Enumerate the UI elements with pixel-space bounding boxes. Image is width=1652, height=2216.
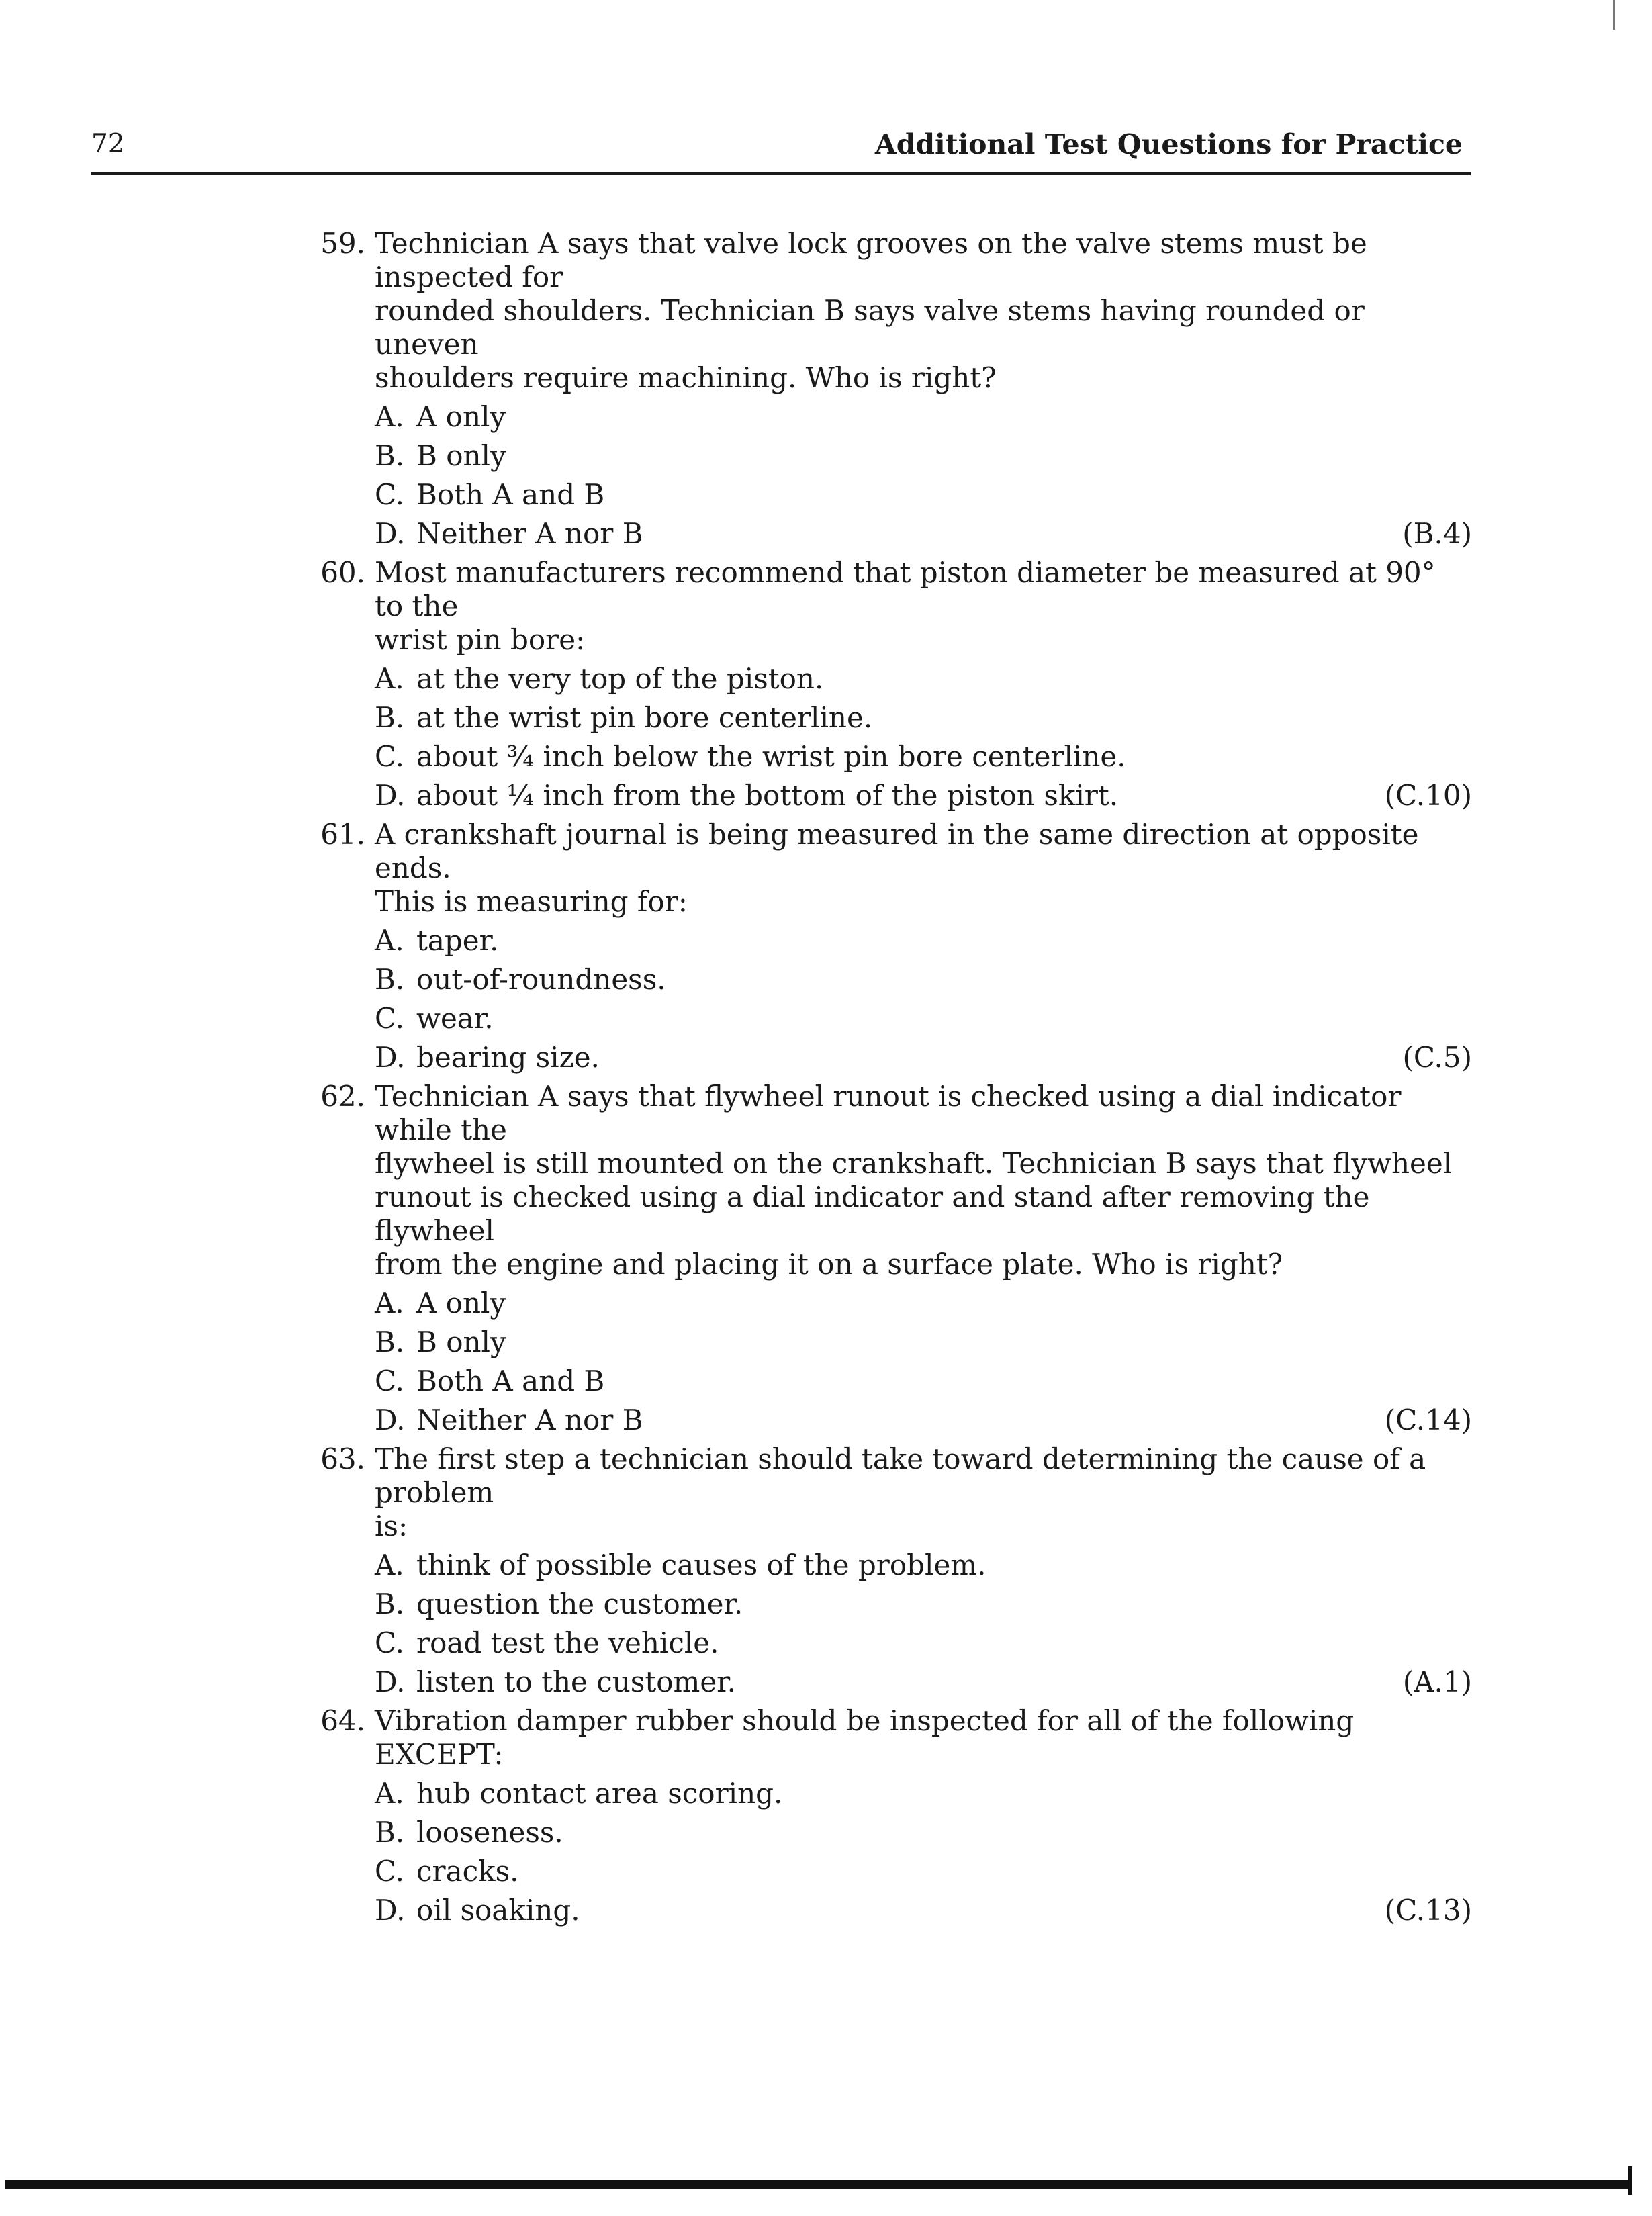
answer-options [309,400,1472,551]
question-stem [309,227,1472,395]
option-text: about ¼ inch from the bottom of the piston skirt. [416,779,1119,812]
task-reference: (C.5) [1402,1041,1472,1074]
answer-option [375,924,1472,958]
option-letter: D. [375,1403,406,1436]
question-number: 61. [320,818,365,851]
task-reference: (C.13) [1384,1894,1472,1927]
option-letter: B. [375,439,405,472]
option-text: question the customer. [416,1587,743,1620]
answer-option [375,779,1472,813]
question-item [309,556,1472,813]
option-letter: A. [375,662,404,695]
question-stem-line: This is measuring for: [375,885,688,918]
question-stem-line: wrist pin bore: [375,623,586,656]
option-text: about ¾ inch below the wrist pin bore centerline. [416,740,1126,773]
option-text: B only [416,439,506,472]
page-number: 72 [91,129,125,159]
option-letter: A. [375,1549,404,1581]
scan-edge-mark [1613,0,1615,30]
question-item [309,1080,1472,1437]
option-letter: A. [375,400,404,433]
task-reference: (C.10) [1384,779,1472,812]
answer-option [375,963,1472,997]
option-letter: A. [375,924,404,957]
footer-rule-end [1628,2166,1632,2195]
option-text: road test the vehicle. [416,1626,719,1659]
answer-options [309,1777,1472,1927]
question-stem-line: Vibration damper rubber should be inspected for all of the following EXCEPT: [375,1704,1355,1771]
question-number: 63. [320,1442,365,1475]
option-text: A only [416,1287,506,1320]
answer-options [309,1287,1472,1437]
option-letter: B. [375,1326,405,1358]
option-letter: C. [375,1365,404,1397]
question-item [309,1442,1472,1699]
answer-options [309,924,1472,1074]
question-stem-line: A crankshaft journal is being measured in the same direction at opposite ends. [375,818,1419,884]
option-text: cracks. [416,1855,519,1888]
question-stem [309,1704,1472,1771]
question-stem [309,1080,1472,1281]
option-text: hub contact area scoring. [416,1777,783,1810]
answer-option [375,1777,1472,1810]
answer-option [375,1894,1472,1927]
answer-option [375,701,1472,735]
question-stem-line: runout is checked using a dial indicator and stand after removing the flywheel [375,1181,1370,1247]
option-text: B only [416,1326,506,1358]
option-text: think of possible causes of the problem. [416,1549,986,1581]
question-item [309,227,1472,551]
answer-option [375,1626,1472,1660]
task-reference: (A.1) [1402,1665,1472,1698]
answer-option [375,517,1472,551]
question-stem-line: is: [375,1510,408,1542]
answer-options [309,1549,1472,1699]
option-text: Both A and B [416,478,605,511]
option-text: Neither A nor B [416,1403,643,1436]
option-text: listen to the customer. [416,1665,736,1698]
option-letter: D. [375,1041,406,1074]
answer-option [375,1549,1472,1582]
question-stem [309,556,1472,657]
question-stem-line: The first step a technician should take toward determining the cause of a problem [375,1442,1426,1509]
task-reference: (B.4) [1402,517,1472,550]
question-stem-line: shoulders require machining. Who is right? [375,361,997,394]
answer-option [375,662,1472,696]
question-item [309,818,1472,1074]
option-text: at the wrist pin bore centerline. [416,701,873,734]
option-text: at the very top of the piston. [416,662,824,695]
question-number: 60. [320,556,365,589]
question-stem-line: Most manufacturers recommend that piston diameter be measured at 90° to the [375,556,1436,622]
question-item [309,1704,1472,1927]
question-number: 64. [320,1704,365,1737]
option-text: A only [416,400,506,433]
answer-option [375,1855,1472,1888]
option-letter: A. [375,1777,404,1810]
option-text: Both A and B [416,1365,605,1397]
answer-options [309,662,1472,813]
option-text: bearing size. [416,1041,600,1074]
option-letter: D. [375,517,406,550]
answer-option [375,1365,1472,1398]
option-text: Neither A nor B [416,517,643,550]
question-stem-line: Technician A says that flywheel runout is checked using a dial indicator while the [375,1080,1402,1146]
answer-option [375,1665,1472,1699]
answer-option [375,1326,1472,1359]
option-text: taper. [416,924,499,957]
question-stem-line: rounded shoulders. Technician B says valve stems having rounded or uneven [375,294,1365,361]
option-letter: B. [375,963,405,996]
option-letter: C. [375,1002,404,1035]
option-letter: A. [375,1287,404,1320]
option-letter: D. [375,1665,406,1698]
option-letter: C. [375,1626,404,1659]
option-letter: C. [375,478,404,511]
footer-rule [5,2180,1631,2189]
question-stem-line: from the engine and placing it on a surface plate. Who is right? [375,1248,1283,1281]
answer-option [375,740,1472,774]
option-text: looseness. [416,1816,563,1849]
option-text: out-of-roundness. [416,963,666,996]
answer-option [375,1041,1472,1074]
option-letter: C. [375,1855,404,1888]
option-letter: B. [375,1587,405,1620]
answer-option [375,439,1472,473]
answer-option [375,478,1472,512]
question-number: 62. [320,1080,365,1113]
option-letter: D. [375,1894,406,1927]
answer-option [375,1002,1472,1035]
question-stem [309,1442,1472,1543]
task-reference: (C.14) [1384,1403,1472,1436]
option-letter: B. [375,1816,405,1849]
answer-option [375,400,1472,434]
option-letter: C. [375,740,404,773]
answer-option [375,1403,1472,1437]
question-stem-line: Technician A says that valve lock grooves on the valve stems must be inspected for [375,227,1367,293]
answer-option [375,1587,1472,1621]
question-list [309,227,1472,1933]
question-stem [309,818,1472,919]
header-rule [91,172,1471,175]
option-letter: D. [375,779,406,812]
option-letter: B. [375,701,405,734]
answer-option [375,1816,1472,1849]
question-number: 59. [320,227,365,260]
running-title: Additional Test Questions for Practice [874,128,1463,160]
answer-option [375,1287,1472,1320]
question-stem-line: flywheel is still mounted on the crankshaft. Technician B says that flywheel [375,1147,1453,1180]
option-text: oil soaking. [416,1894,580,1927]
option-text: wear. [416,1002,494,1035]
